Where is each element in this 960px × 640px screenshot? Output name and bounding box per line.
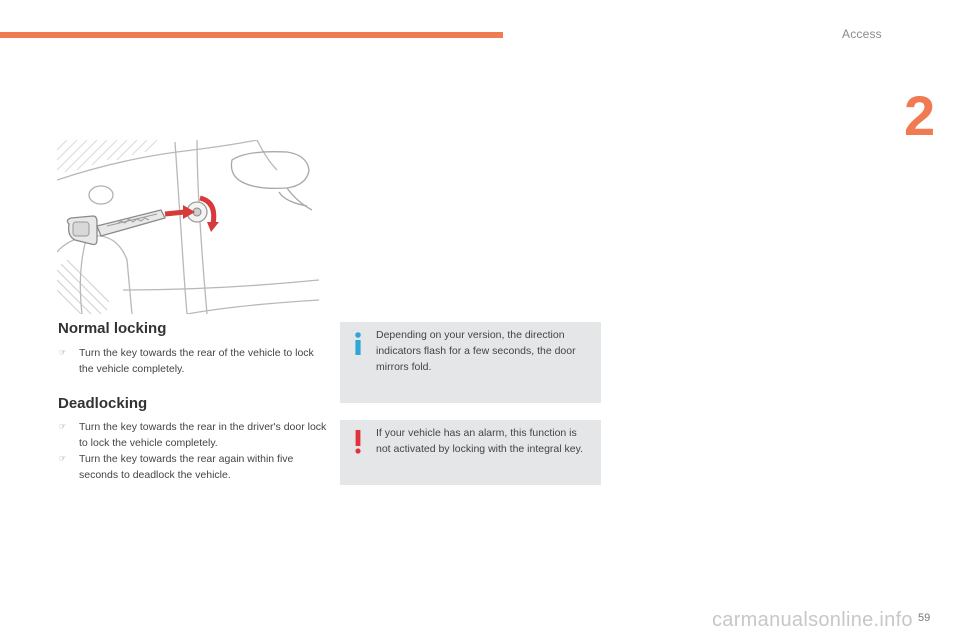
header-accent-bar [0,32,503,38]
bullet-text: Turn the key towards the rear of the vehicle to lock the vehicle completely. [79,347,314,375]
pointing-hand-icon: ☞ [59,454,67,463]
normal-locking-heading: Normal locking [58,320,167,337]
key-locking-door-illustration [57,140,319,314]
warning-note [340,420,601,485]
section-label: Access [842,27,882,41]
chapter-number: 2 [904,84,936,147]
bullet-text: Turn the key towards the rear in the driver's door lock to lock the vehicle completely. [79,421,327,449]
pointing-hand-icon: ☞ [59,422,67,431]
list-item [59,345,329,377]
info-note-text: Depending on your version, the direction indicators flash for a few seconds, the door mirrors fold. [376,329,576,373]
warning-icon [352,430,364,454]
list-item [59,451,329,483]
bullet-text: Turn the key towards the rear again within five seconds to deadlock the vehicle. [79,453,294,481]
list-item [59,419,329,451]
page-number: 59 [918,612,931,624]
warning-note-text: If your vehicle has an alarm, this function is not activated by locking with the integral key. [376,427,584,455]
deadlocking-heading: Deadlocking [58,395,148,412]
watermark: carmanualsonline.info [712,609,913,631]
pointing-hand-icon: ☞ [59,348,67,357]
info-note [340,322,601,403]
info-icon [352,332,364,356]
